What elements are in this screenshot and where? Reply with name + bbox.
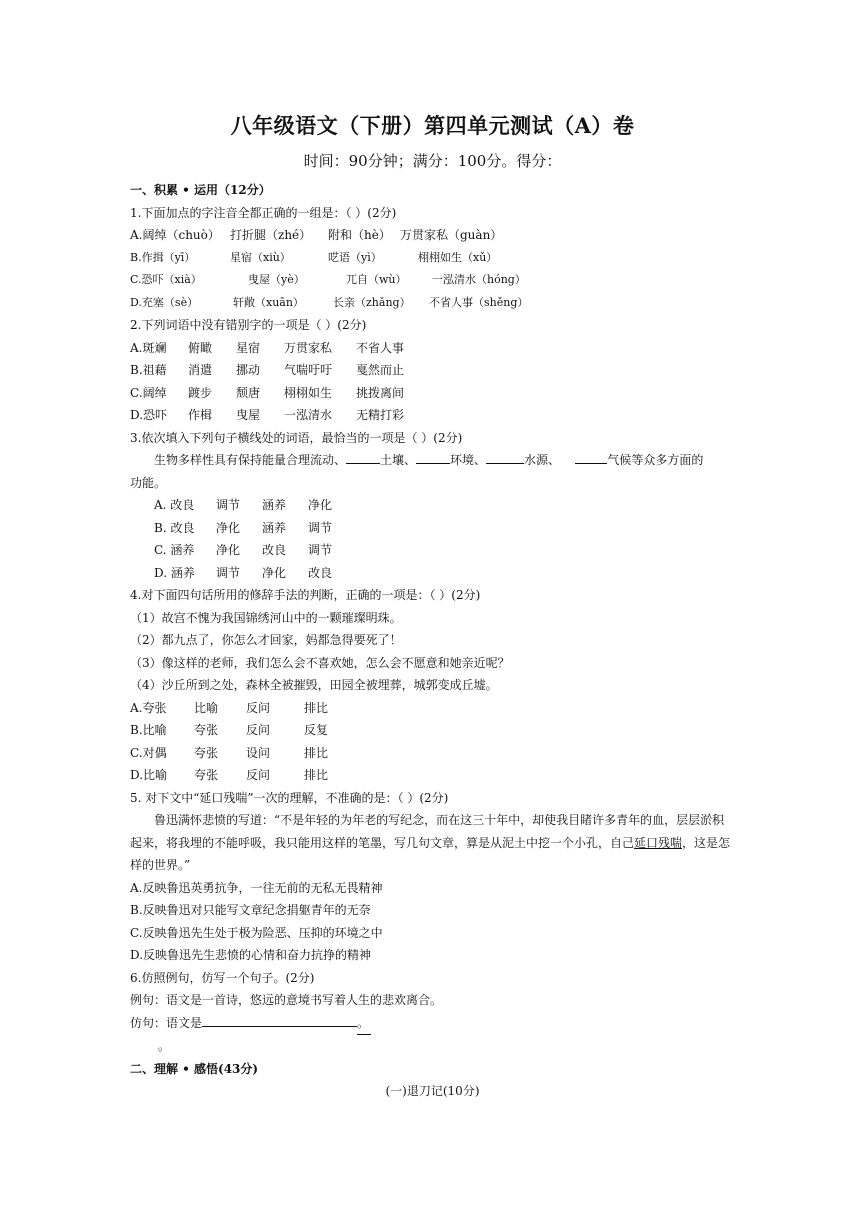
q2-option-a: A.斑斓 俯瞰 星宿 万贯家私 不省人事 xyxy=(130,340,405,355)
q4-option-a: A.夸张 比喻 反问 排比 xyxy=(130,700,329,715)
q2-option-d: D.恐吓 作楫 曳屋 一泓清水 无精打彩 xyxy=(130,408,405,422)
q5-option-d: D.反映鲁迅先生悲愤的心情和奋力抗挣的精神 xyxy=(130,948,372,962)
q3-stem: 3.依次填入下列句子横线处的词语，最恰当的一项是（ ）(2分) xyxy=(130,430,463,445)
q6-example: 例句：语文是一首诗，悠远的意境书写着人生的悲欢离合。 xyxy=(130,993,443,1007)
q6-answer-blank[interactable] xyxy=(202,1012,357,1027)
exam-page xyxy=(130,110,735,1103)
q6-dot: 。 xyxy=(158,1039,171,1053)
q4-sentence-1: （1）故宫不愧为我国锦绣河山中的一颗璀璨明珠。 xyxy=(130,610,402,625)
q1-stem: 1.下面加点的字注音全都正确的一组是：（ ）(2分) xyxy=(130,205,397,220)
q3-blank-1[interactable] xyxy=(346,449,380,464)
page-title: 八年级语文（下册）第四单元测试（A）卷 xyxy=(230,113,635,138)
q4-stem: 4.对下面四句话所用的修辞手法的判断，正确的一项是：（ ）(2分) xyxy=(130,588,481,602)
q1-option-d: D.充塞（sè） 轩敞（xuān） 长亲（zhǎng） 不省人事（shěng） xyxy=(130,295,529,309)
q3-blank-4[interactable] xyxy=(575,449,607,464)
q3-blank-2[interactable] xyxy=(416,449,450,464)
q1-option-a: A.阔绰（chuò） 打折腿（zhé） 附和（hè） 万贯家私（guàn） xyxy=(130,228,503,242)
q4-sentence-2: （2）都九点了，你怎么才回家，妈都急得要死了！ xyxy=(130,633,402,647)
q4-sentence-4: （4）沙丘所到之处，森林全被摧毁，田园全被埋葬，城郭变成丘墟。 xyxy=(130,678,498,692)
q4-option-c: C.对偶 夸张 设问 排比 xyxy=(130,745,329,760)
q1-option-c: C.恐吓（xià） 曳屋（yè） 兀自（wù） 一泓清水（hóng） xyxy=(130,273,526,286)
q3-option-d: D. 涵养 调节 净化 改良 xyxy=(154,565,333,580)
q6-stem: 6.仿照例句，仿写一个句子。(2分) xyxy=(130,970,315,985)
q2-option-c: C.阔绰 踱步 颓唐 栩栩如生 挑拨离间 xyxy=(130,385,405,400)
q3-sentence: 生物多样性具有保持能量合理流动、 土壤、 环境、 水源、 气候等众多方面的 xyxy=(130,449,735,472)
q2-stem: 2.下列词语中没有错别字的一项是（ ）(2分) xyxy=(130,318,367,332)
q4-option-b: B.比喻 夸张 反问 反复 xyxy=(130,723,329,737)
page-subtitle: 时间：90分钟；满分：100分。得分： xyxy=(303,152,562,170)
q5-stem: 5. 对下文中“延口残喘”一次的理解，不准确的是：（ ）(2分) xyxy=(130,790,449,805)
q1-option-b: B.作揖（yī） 星宿（xiù） 呓语（yì） 栩栩如生（xǔ） xyxy=(130,250,498,264)
q3-option-a: A. 改良 调节 涵养 净化 xyxy=(154,498,333,512)
q5-option-c: C.反映鲁迅先生处于极为险恶、压抑的环境之中 xyxy=(130,925,383,940)
q4-option-d: D.比喻 夸张 反问 排比 xyxy=(130,768,329,782)
q5-passage: 鲁迅满怀悲愤的写道：“不是年轻的为年老的写纪念，而在这三十年中，却使我目睹许多青年的血，层层淤积起来，将我埋的不能呼吸，我只能用这样的笔墨，写几句文章，算是从泥土中挖一个小孔，自己延口残喘，这是怎样的世界。” xyxy=(130,813,731,872)
q3-option-c: C. 涵养 净化 改良 调节 xyxy=(154,543,333,557)
section-2-heading: 二、理解 • 感悟(43分) xyxy=(130,1061,259,1076)
q5-option-b: B.反映鲁迅对只能写文章纪念捐躯青年的无奈 xyxy=(130,903,371,917)
section-1-heading: 一、积累 • 运用（12分） xyxy=(130,183,271,197)
q3-option-b: B. 改良 净化 涵养 调节 xyxy=(154,520,333,535)
q6-imitate: 仿句：语文是 。 xyxy=(130,1012,735,1036)
q3-blank-3[interactable] xyxy=(486,449,524,464)
q3-sentence-end: 功能。 xyxy=(130,475,167,490)
q2-option-b: B.祖藉 消遣 挪动 气喘吁吁 戛然而止 xyxy=(130,363,405,377)
part-1-heading: (一)退刀记(10分) xyxy=(385,1084,480,1098)
q4-sentence-3: （3）像这样的老师，我们怎么会不喜欢她，怎么会不愿意和她亲近呢？ xyxy=(130,655,510,670)
q5-underlined-phrase: 延口残喘 xyxy=(634,835,683,850)
q5-option-a: A.反映鲁迅英勇抗争，一往无前的无私无畏精神 xyxy=(130,880,383,895)
